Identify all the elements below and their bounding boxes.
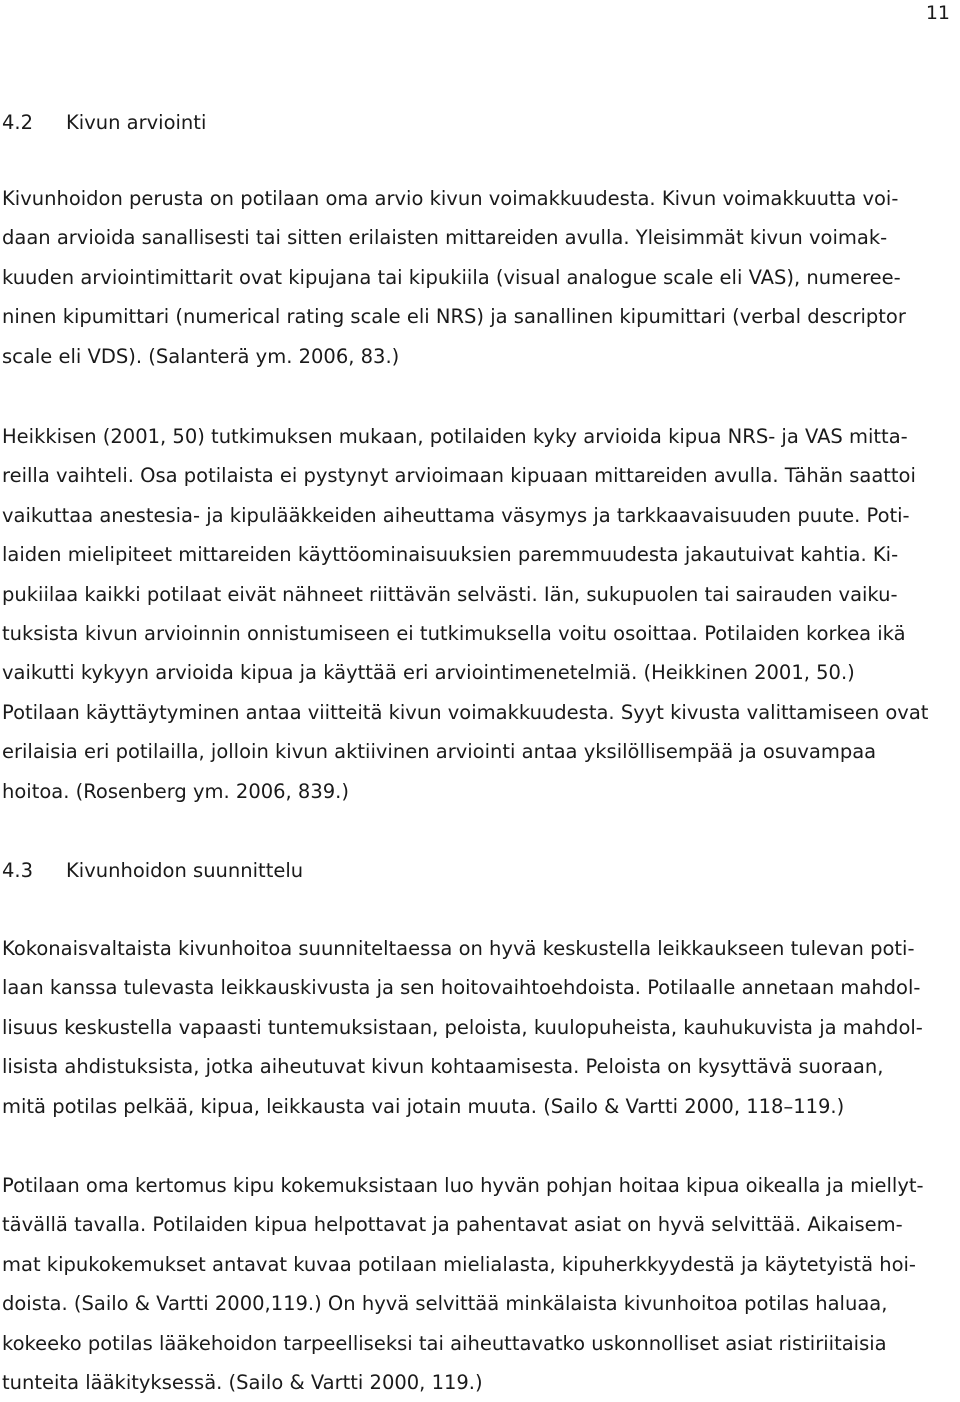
section-title: Kivunhoidon suunnittelu xyxy=(66,859,304,882)
text-line: tunteita lääkityksessä. (Sailo & Vartti 2000, 119.) xyxy=(2,1370,483,1394)
section-number: 4.3 xyxy=(2,859,34,882)
text-line: tävällä tavalla. Potilaiden kipua helpottavat ja pahentavat asiat on hyvä selvittää. Aikaisem- xyxy=(2,1213,903,1237)
section-heading-4-2 xyxy=(2,111,206,135)
text-line: reilla vaihteli. Osa potilaista ei pystynyt arvioimaan kipuaan mittareiden avulla. Tähän saattoi xyxy=(2,464,916,488)
text-line: lisista ahdistuksista, jotka aiheutuvat kivun kohtaamisesta. Peloista on kysyttävä suoraan, xyxy=(2,1055,884,1079)
paragraph-kivun-arviointi-1 xyxy=(2,179,958,376)
text-line: Potilaan oma kertomus kipu kokemuksistaan luo hyvän pohjan hoitaa kipua oikealla ja miellyt- xyxy=(2,1174,924,1197)
text-line: mat kipukokemukset antavat kuvaa potilaan mielialasta, kipuherkkyydestä ja käytetyistä hoi- xyxy=(2,1252,916,1276)
text-line: kuuden arviointimittarit ovat kipujana tai kipukiila (visual analogue scale eli VAS), numeree- xyxy=(2,265,901,289)
text-line: pukiilaa kaikki potilaat eivät nähneet riittävän selvästi. Iän, sukupuolen tai sairauden vaiku- xyxy=(2,582,898,606)
section-title: Kivun arviointi xyxy=(66,111,207,134)
text-line: Potilaan käyttäytyminen antaa viitteitä kivun voimakkuudesta. Syyt kivusta valittamiseen ovat xyxy=(2,700,929,724)
text-line: doista. (Sailo & Vartti 2000,119.) On hyvä selvittää minkälaista kivunhoitoa potilas haluaa, xyxy=(2,1292,888,1316)
section-number: 4.2 xyxy=(2,111,34,134)
text-line: erilaisia eri potilailla, jolloin kivun aktiivinen arviointi antaa yksilöllisempää ja osuvampaa xyxy=(2,740,877,764)
text-line: vaikutti kykyyn arvioida kipua ja käyttää eri arviointimenetelmiä. (Heikkinen 2001, 50.) xyxy=(2,661,855,685)
text-line: laan kanssa tulevasta leikkauskivusta ja sen hoitovaihtoehdoista. Potilaalle annetaan mahdol- xyxy=(2,976,921,1000)
text-line: ninen kipumittari (numerical rating scale eli NRS) ja sanallinen kipumittari (verbal descriptor xyxy=(2,305,906,329)
text-line: scale eli VDS). (Salanterä ym. 2006, 83.) xyxy=(2,344,400,368)
text-line: Heikkisen (2001, 50) tutkimuksen mukaan, potilaiden kyky arvioida kipua NRS- ja VAS mitta- xyxy=(2,425,908,448)
text-line: laiden mielipiteet mittareiden käyttöominaisuuksien paremmuudesta jakautuivat kahtia. Ki- xyxy=(2,543,899,567)
text-line: kokeeko potilas lääkehoidon tarpeelliseksi tai aiheuttavatko uskonnolliset asiat ristiriitaisia xyxy=(2,1331,887,1355)
text-line: lisuus keskustella vapaasti tuntemuksistaan, peloista, kuulopuheista, kauhukuvista ja mahdol- xyxy=(2,1015,923,1039)
text-line: hoitoa. (Rosenberg ym. 2006, 839.) xyxy=(2,779,349,803)
paragraph-kivun-arviointi-2 xyxy=(2,417,958,811)
text-line: Kokonaisvaltaista kivunhoitoa suunniteltaessa on hyvä keskustella leikkaukseen tulevan poti- xyxy=(2,937,915,960)
section-heading-4-3 xyxy=(2,859,303,883)
page-number: 11 xyxy=(925,2,950,24)
text-line: vaikuttaa anestesia- ja kipulääkkeiden aiheuttama väsymys ja tarkkaavaisuuden puute. Poti- xyxy=(2,503,910,527)
text-line: mitä potilas pelkää, kipua, leikkausta vai jotain muuta. (Sailo & Vartti 2000, 118–119.) xyxy=(2,1094,845,1118)
text-line: daan arvioida sanallisesti tai sitten erilaisten mittareiden avulla. Yleisimmät kivun voimak- xyxy=(2,226,888,250)
text-line: tuksista kivun arvioinnin onnistumiseen ei tutkimuksella voitu osoittaa. Potilaiden korkea ikä xyxy=(2,621,906,645)
paragraph-kivunhoidon-suunnittelu-2 xyxy=(2,1166,958,1402)
text-line: Kivunhoidon perusta on potilaan oma arvio kivun voimakkuudesta. Kivun voimakkuutta voi- xyxy=(2,187,899,210)
paragraph-kivunhoidon-suunnittelu-1 xyxy=(2,929,958,1126)
